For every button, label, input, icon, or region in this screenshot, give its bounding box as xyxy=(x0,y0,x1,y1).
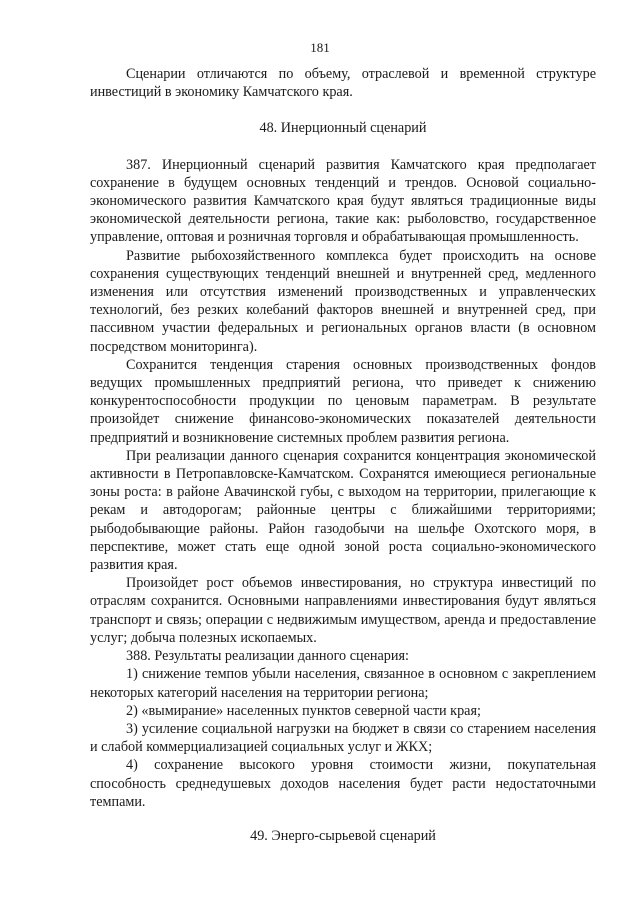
intro-paragraph: Сценарии отличаются по объему, отраслевой и временной структуре инвестиций в экономику Камчатского края. xyxy=(90,66,596,101)
paragraph-388-results: 388. Результаты реализации данного сценария: xyxy=(126,648,409,665)
list-item-result-1: 1) снижение темпов убыли населения, связанное в основном с закреплением некоторых категорий населения на территории региона; xyxy=(90,666,596,701)
paragraph-growth-zones: При реализации данного сценария сохранится концентрация экономической активности в Петропавловске-Камчатском. Сохранятся имеющиеся региональные зоны роста: в районе Авачинской губы, с выходом на территории, прилегающие к рекам и автодорогам; районные центры с ближайшими территориями; рыбодобывающие районы. Район газодобычи на шельфе Охотского моря, в перспективе, может стать еще одной зоной роста социально-экономического развития края. xyxy=(90,447,596,574)
list-item-result-3: 3) усиление социальной нагрузки на бюджет в связи со старением населения и слабой коммерциализацией социальных услуг и ЖКХ; xyxy=(90,720,596,756)
paragraph-387-scenario: 387. Инерционный сценарий развития Камчатского края предполагает сохранение в будущем основных тенденций и трендов. Основой социально-экономического развития Камчатского края будут являться традиционные виды экономической деятельности региона, такие как: рыболовство, государственное управление, оптовая и розничная торговля и обрабатывающая промышленность. xyxy=(90,156,596,246)
page-body xyxy=(90,65,596,845)
section-heading-48: 48. Инерционный сценарий xyxy=(259,120,427,137)
paragraph-investment: Произойдет рост объемов инвестирования, но структура инвестиций по отраслям сохранится. Основными направлениями инвестирования будут являться транспорт и связь; операции с недвижимым имуществом, аренда и предоставление услуг; добыча полезных ископаемых. xyxy=(90,575,596,646)
section-heading-49: 49. Энерго-сырьевой сценарий xyxy=(250,827,436,844)
page-number: 181 xyxy=(310,40,330,55)
paragraph-fund-aging: Сохранится тенденция старения основных производственных фондов ведущих промышленных предприятий региона, что приведет к снижению конкурентоспособности продукции по ценовым параметрам. В результате произойдет снижение финансово-экономических показателей деятельности предприятий и возникновение системных проблем развития региона. xyxy=(90,356,596,446)
list-item-result-4: 4) сохранение высокого уровня стоимости жизни, покупательная способность среднедушевых доходов населения будет расти недостаточными темпами. xyxy=(90,757,596,810)
list-item-result-2: 2) «вымирание» населенных пунктов северной части края; xyxy=(126,702,481,719)
paragraph-fishery-development: Развитие рыбохозяйственного комплекса будет происходить на основе сохранения существующих тенденций внешней и внутренней сред, медленного изменения или отсутствия изменений производственных и управленческих технологий, без резких колебаний факторов внешней и внутренней сред, при пассивном участии федеральных и региональных органов власти (в основном посредством мониторинга). xyxy=(90,247,596,355)
